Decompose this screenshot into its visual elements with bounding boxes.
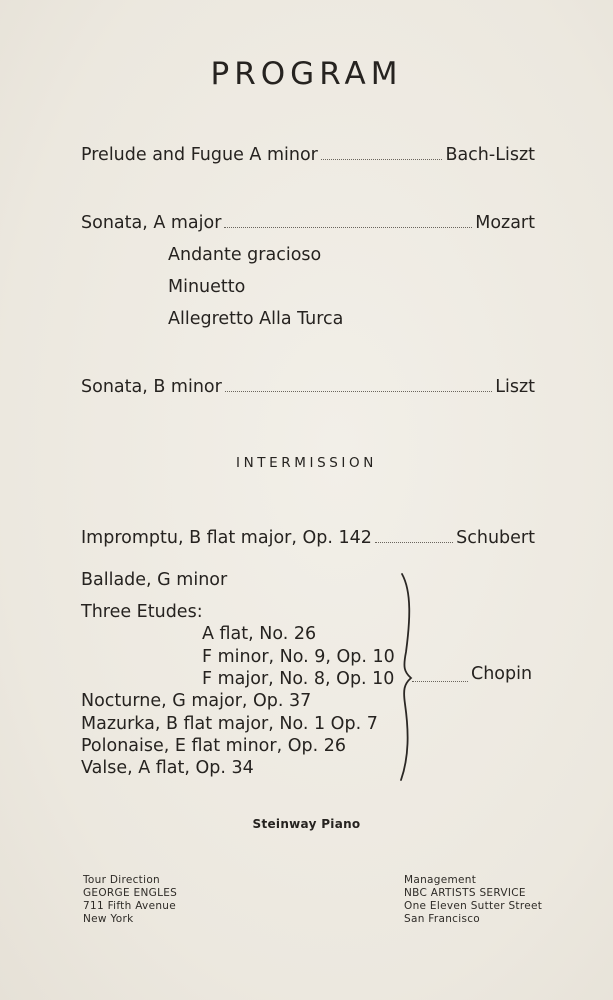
etude-item: F minor, No. 9, Op. 10	[202, 647, 395, 667]
footer-name: GEORGE ENGLES	[83, 887, 178, 899]
work-title: Valse, A flat, Op. 34	[81, 758, 254, 778]
intermission-heading: INTERMISSION	[236, 455, 377, 471]
work-title: Sonata, B minor	[81, 377, 222, 397]
footer-tour-direction	[83, 874, 177, 926]
work-title: Impromptu, B flat major, Op. 142	[81, 528, 372, 548]
dot-leader	[225, 377, 492, 392]
etudes-heading: Three Etudes:	[81, 602, 203, 622]
dot-leader	[412, 681, 468, 682]
composer-name: Mozart	[475, 213, 535, 233]
work-title: Ballade, G minor	[81, 570, 228, 590]
movement: Allegretto Alla Turca	[168, 309, 344, 329]
movement: Minuetto	[168, 277, 246, 297]
etude-item: A flat, No. 26	[202, 624, 317, 644]
footer-management	[404, 874, 542, 926]
footer-label: Tour Direction	[83, 874, 160, 886]
footer-address: 711 Fifth Avenue	[83, 900, 177, 912]
page-title: PROGRAM	[210, 56, 403, 92]
work-title: Polonaise, E flat minor, Op. 26	[81, 736, 346, 756]
program-entry	[81, 377, 535, 401]
piano-note: Steinway Piano	[252, 817, 361, 831]
composer-name: Chopin	[471, 664, 533, 684]
program-entry	[81, 145, 535, 169]
footer-label: Management	[404, 874, 477, 886]
footer-name: NBC ARTISTS SERVICE	[404, 887, 526, 899]
composer-name: Bach-Liszt	[445, 145, 535, 165]
work-title: Nocturne, G major, Op. 37	[81, 691, 312, 711]
movement: Andante gracioso	[168, 245, 322, 265]
dot-leader	[224, 213, 472, 228]
footer-address: One Eleven Sutter Street	[404, 900, 543, 912]
etude-item: F major, No. 8, Op. 10	[202, 669, 395, 689]
program-entry	[81, 528, 535, 552]
dot-leader	[375, 528, 453, 543]
dot-leader	[321, 145, 443, 160]
composer-name: Schubert	[456, 528, 535, 548]
program-entry	[81, 213, 535, 237]
composer-name: Liszt	[495, 377, 535, 397]
footer-city: New York	[83, 913, 134, 925]
work-title: Prelude and Fugue A minor	[81, 145, 318, 165]
work-title: Mazurka, B flat major, No. 1 Op. 7	[81, 714, 378, 734]
curly-brace-icon	[392, 572, 414, 782]
work-title: Sonata, A major	[81, 213, 222, 233]
footer-city: San Francisco	[404, 913, 481, 925]
